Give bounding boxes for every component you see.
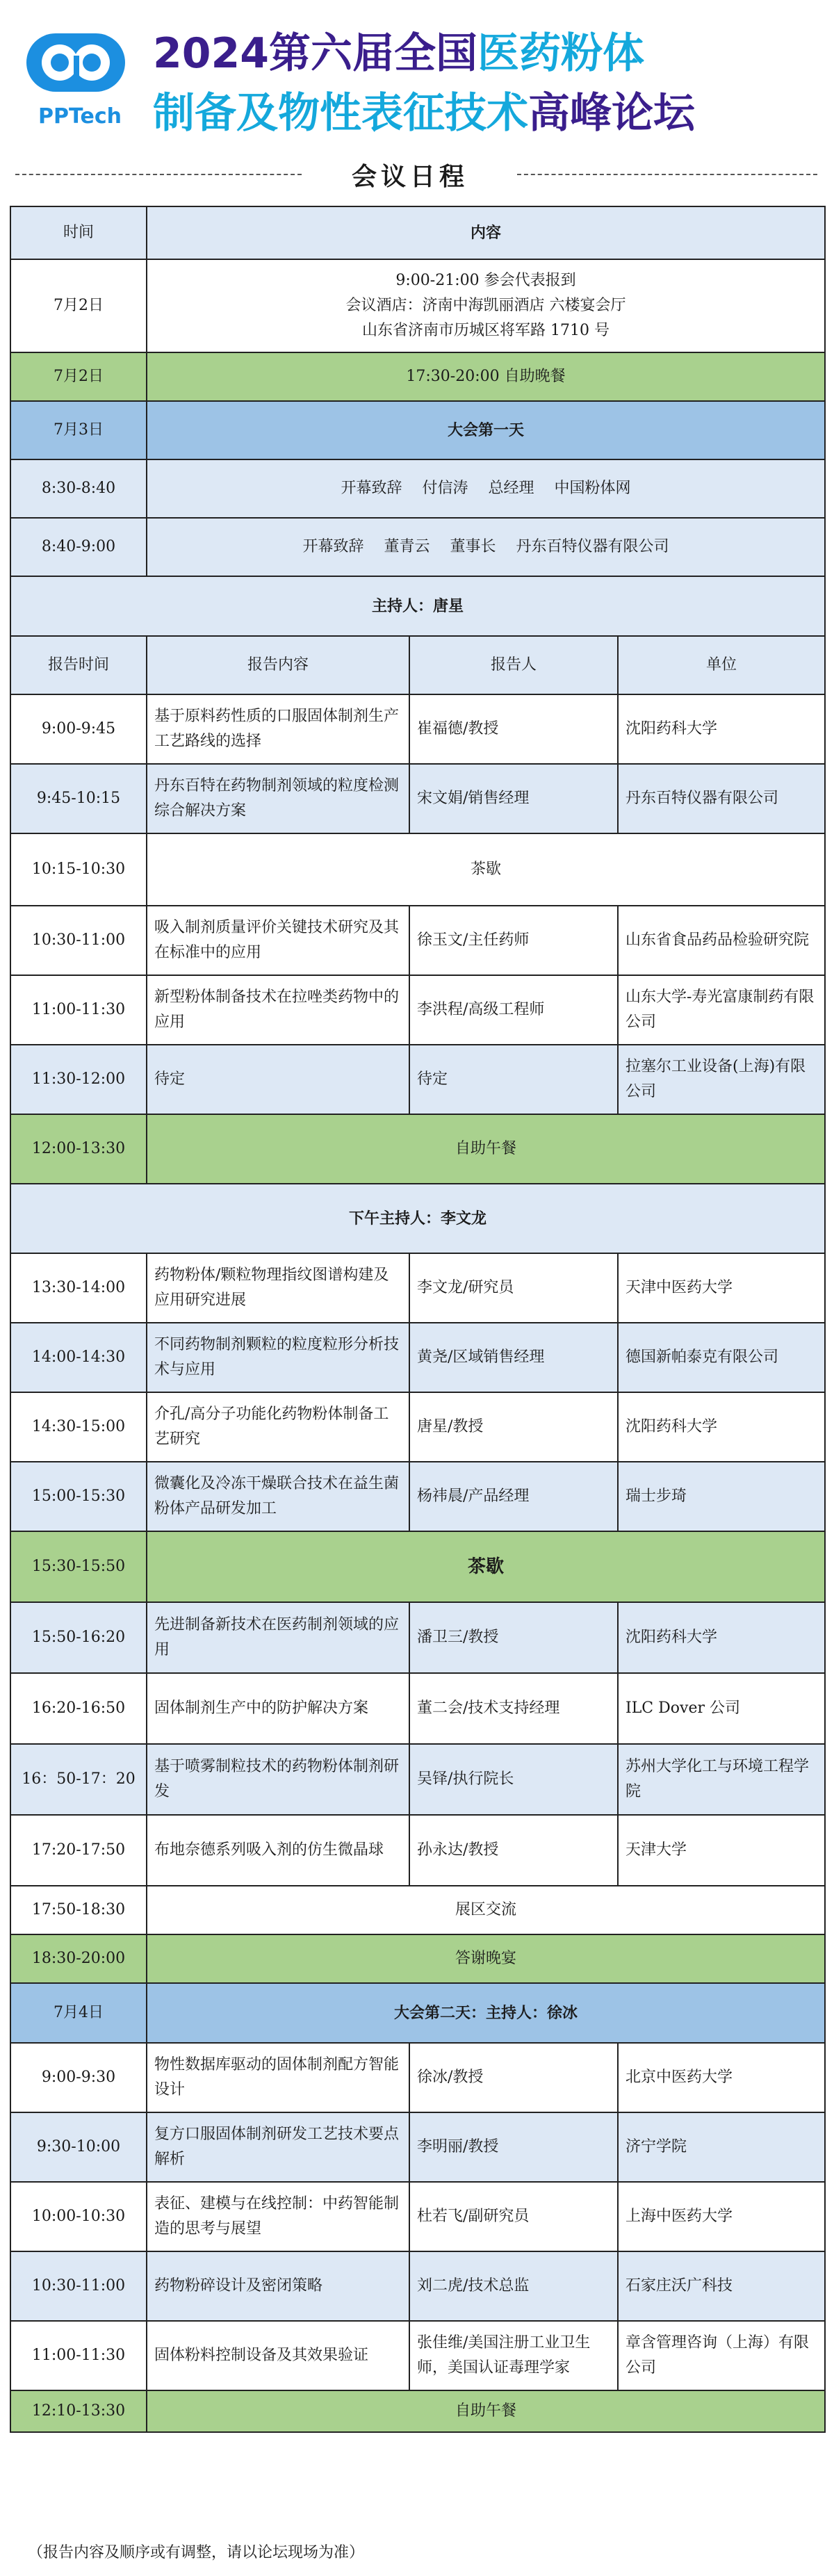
event-cell: 17:30-20:00 自助晚餐	[147, 352, 825, 401]
talk-row	[10, 975, 825, 1045]
topic-cell: 布地奈德系列吸入剂的仿生微晶球	[147, 1815, 409, 1886]
topic-cell: 复方口服固体制剂研发工艺技术要点解析	[147, 2112, 409, 2182]
divider	[517, 174, 817, 175]
time-cell: 10:30-11:00	[10, 906, 147, 975]
break-row	[10, 1531, 825, 1602]
checkin-line: 会议酒店：济南中海凯丽酒店 六楼宴会厅	[345, 297, 626, 314]
time-cell: 16:20-16:50	[10, 1673, 147, 1744]
header-cell: 内容	[147, 206, 825, 259]
talk-row	[10, 1323, 825, 1392]
dinner-row	[10, 352, 825, 401]
time-cell: 9:00-9:45	[10, 694, 147, 764]
opening-row	[10, 459, 825, 518]
topic-cell: 表征、建模与在线控制：中药智能制造的思考与展望	[147, 2182, 409, 2251]
topic-cell: 基于原料药性质的口服固体制剂生产工艺路线的选择	[147, 694, 409, 764]
time-cell: 15:50-16:20	[10, 1602, 147, 1673]
time-cell: 13:30-14:00	[10, 1253, 147, 1323]
time-cell: 8:30-8:40	[10, 459, 147, 518]
topic-cell: 物性数据库驱动的固体制剂配方智能设计	[147, 2043, 409, 2112]
topic-cell: 药物粉体/颗粒物理指纹图谱构建及应用研究进展	[147, 1253, 409, 1323]
talk-row	[10, 764, 825, 833]
topic-cell: 先进制备新技术在医药制剂领域的应用	[147, 1602, 409, 1673]
host-cell: 主持人：唐星	[10, 576, 825, 636]
speaker-cell: 孙永达/教授	[409, 1815, 618, 1886]
schedule-table	[10, 206, 826, 2433]
time-cell: 11:30-12:00	[10, 1045, 147, 1114]
checkin-line: 山东省济南市历城区将军路 1710 号	[362, 322, 610, 339]
expo-row	[10, 1886, 825, 1934]
speaker-cell: 唐星/教授	[409, 1392, 618, 1462]
talk-row	[10, 1045, 825, 1114]
talk-row	[10, 1253, 825, 1323]
time-cell: 10:30-11:00	[10, 2251, 147, 2321]
org-cell: 沈阳药科大学	[618, 1392, 825, 1462]
talk-row	[10, 1602, 825, 1673]
day-header-row	[10, 401, 825, 459]
time-cell: 15:30-15:50	[10, 1531, 147, 1602]
speaker-cell: 李洪程/高级工程师	[409, 975, 618, 1045]
date-cell: 7月2日	[10, 352, 147, 401]
topic-cell: 固体粉料控制设备及其效果验证	[147, 2321, 409, 2390]
speaker-cell: 吴铎/执行院长	[409, 1744, 618, 1815]
talk-row	[10, 2251, 825, 2321]
host-cell: 下午主持人：李文龙	[10, 1184, 825, 1253]
lunch-row	[10, 2390, 825, 2432]
footnote: （报告内容及顺序或有调整，请以论坛现场为准）	[28, 2544, 365, 2561]
topic-cell: 固体制剂生产中的防护解决方案	[147, 1673, 409, 1744]
host-row	[10, 576, 825, 636]
time-cell: 15:00-15:30	[10, 1462, 147, 1531]
org-cell: 北京中医药大学	[618, 2043, 825, 2112]
logo-text: PPTech	[38, 104, 122, 129]
title-part-highlight: 制备及物性表征技术	[153, 89, 528, 138]
org-cell: 石家庄沃广科技	[618, 2251, 825, 2321]
break-row	[10, 833, 825, 906]
header	[0, 0, 834, 153]
checkin-line: 9:00-21:00 参会代表报到	[395, 272, 576, 289]
speaker-cell: 张佳维/美国注册工业卫生师，美国认证毒理学家	[409, 2321, 618, 2390]
topic-cell: 基于喷雾制粒技术的药物粉体制剂研发	[147, 1744, 409, 1815]
speaker-cell: 李文龙/研究员	[409, 1253, 618, 1323]
speaker-cell: 董二会/技术支持经理	[409, 1673, 618, 1744]
org-cell: 拉塞尔工业设备(上海)有限公司	[618, 1045, 825, 1114]
time-cell: 8:40-9:00	[10, 518, 147, 576]
talk-row	[10, 694, 825, 764]
org-cell: 天津大学	[618, 1815, 825, 1886]
topic-cell: 丹东百特在药物制剂领域的粒度检测综合解决方案	[147, 764, 409, 833]
column-header: 报告内容	[147, 636, 409, 694]
time-cell: 14:30-15:00	[10, 1392, 147, 1462]
speaker-cell: 杨祎晨/产品经理	[409, 1462, 618, 1531]
speaker-cell: 徐玉文/主任药师	[409, 906, 618, 975]
talk-row	[10, 2043, 825, 2112]
topic-cell: 药物粉碎设计及密闭策略	[147, 2251, 409, 2321]
forum-title	[153, 24, 695, 143]
column-header: 报告时间	[10, 636, 147, 694]
date-cell: 7月4日	[10, 1983, 147, 2043]
checkin-cell	[147, 259, 825, 352]
divider	[15, 174, 302, 175]
speaker-cell: 待定	[409, 1045, 618, 1114]
event-cell: 自助午餐	[147, 2390, 825, 2432]
section-title: 会议日程	[351, 163, 468, 191]
lunch-row	[10, 1114, 825, 1184]
org-cell: 丹东百特仪器有限公司	[618, 764, 825, 833]
talk-row	[10, 2112, 825, 2182]
event-cell: 自助午餐	[147, 1114, 825, 1184]
host-row	[10, 1184, 825, 1253]
time-cell: 9:30-10:00	[10, 2112, 147, 2182]
time-cell: 16：50-17：20	[10, 1744, 147, 1815]
day-title-cell: 大会第二天：主持人：徐冰	[147, 1983, 825, 2043]
talk-row	[10, 2321, 825, 2390]
gala-row	[10, 1934, 825, 1983]
section-heading	[0, 153, 834, 195]
time-cell: 17:50-18:30	[10, 1886, 147, 1934]
title-line-1	[153, 24, 695, 83]
org-cell: 上海中医药大学	[618, 2182, 825, 2251]
time-cell: 11:00-11:30	[10, 2321, 147, 2390]
time-cell: 18:30-20:00	[10, 1934, 147, 1983]
org-cell: 德国新帕泰克有限公司	[618, 1323, 825, 1392]
org-cell: 沈阳药科大学	[618, 694, 825, 764]
speaker-cell: 宋文娟/销售经理	[409, 764, 618, 833]
title-part: 高峰论坛	[528, 89, 695, 138]
time-cell: 12:10-13:30	[10, 2390, 147, 2432]
time-cell: 17:20-17:50	[10, 1815, 147, 1886]
opening-row	[10, 518, 825, 576]
day-header-row	[10, 1983, 825, 2043]
event-cell: 开幕致辞 董青云 董事长 丹东百特仪器有限公司	[147, 518, 825, 576]
date-cell: 7月3日	[10, 401, 147, 459]
talk-row	[10, 1744, 825, 1815]
org-cell: 济宁学院	[618, 2112, 825, 2182]
title-part-highlight: 医药粉体	[477, 29, 644, 78]
topic-cell: 不同药物制剂颗粒的粒度粒形分析技术与应用	[147, 1323, 409, 1392]
org-cell: 瑞士步琦	[618, 1462, 825, 1531]
speaker-cell: 刘二虎/技术总监	[409, 2251, 618, 2321]
org-cell: 山东省食品药品检验研究院	[618, 906, 825, 975]
event-cell: 答谢晚宴	[147, 1934, 825, 1983]
event-cell: 展区交流	[147, 1886, 825, 1934]
topic-cell: 待定	[147, 1045, 409, 1114]
column-header: 报告人	[409, 636, 618, 694]
title-line-2	[153, 83, 695, 143]
topic-cell: 吸入制剂质量评价关键技术研究及其在标准中的应用	[147, 906, 409, 975]
speaker-cell: 杜若飞/副研究员	[409, 2182, 618, 2251]
topic-cell: 介孔/高分子功能化药物粉体制备工艺研究	[147, 1392, 409, 1462]
event-cell: 开幕致辞 付信涛 总经理 中国粉体网	[147, 459, 825, 518]
date-cell: 7月2日	[10, 259, 147, 352]
time-cell: 10:00-10:30	[10, 2182, 147, 2251]
org-cell: 天津中医药大学	[618, 1253, 825, 1323]
talk-row	[10, 1392, 825, 1462]
org-cell: 苏州大学化工与环境工程学院	[618, 1744, 825, 1815]
speaker-cell: 潘卫三/教授	[409, 1602, 618, 1673]
column-header: 单位	[618, 636, 825, 694]
topic-cell: 微囊化及冷冻干燥联合技术在益生菌粉体产品研发加工	[147, 1462, 409, 1531]
speaker-cell: 崔福德/教授	[409, 694, 618, 764]
talk-row	[10, 1673, 825, 1744]
title-part: 2024第六届全国	[153, 29, 477, 78]
talk-row	[10, 1462, 825, 1531]
org-cell: 山东大学-寿光富康制药有限公司	[618, 975, 825, 1045]
time-cell: 11:00-11:30	[10, 975, 147, 1045]
event-cell: 茶歇	[147, 1531, 825, 1602]
talk-row	[10, 1815, 825, 1886]
time-cell: 10:15-10:30	[10, 833, 147, 906]
column-header-row	[10, 636, 825, 694]
topic-cell: 新型粉体制备技术在拉唑类药物中的应用	[147, 975, 409, 1045]
table-header-row	[10, 206, 825, 259]
event-cell: 茶歇	[147, 833, 825, 906]
speaker-cell: 徐冰/教授	[409, 2043, 618, 2112]
header-cell: 时间	[10, 206, 147, 259]
speaker-cell: 李明丽/教授	[409, 2112, 618, 2182]
time-cell: 12:00-13:30	[10, 1114, 147, 1184]
talk-row	[10, 906, 825, 975]
pptech-logo-icon	[24, 28, 128, 97]
day-title-cell: 大会第一天	[147, 401, 825, 459]
talk-row	[10, 2182, 825, 2251]
checkin-row	[10, 259, 825, 352]
time-cell: 14:00-14:30	[10, 1323, 147, 1392]
org-cell: 沈阳药科大学	[618, 1602, 825, 1673]
org-cell: ILC Dover 公司	[618, 1673, 825, 1744]
speaker-cell: 黄尧/区域销售经理	[409, 1323, 618, 1392]
org-cell: 章含管理咨询（上海）有限公司	[618, 2321, 825, 2390]
time-cell: 9:45-10:15	[10, 764, 147, 833]
time-cell: 9:00-9:30	[10, 2043, 147, 2112]
